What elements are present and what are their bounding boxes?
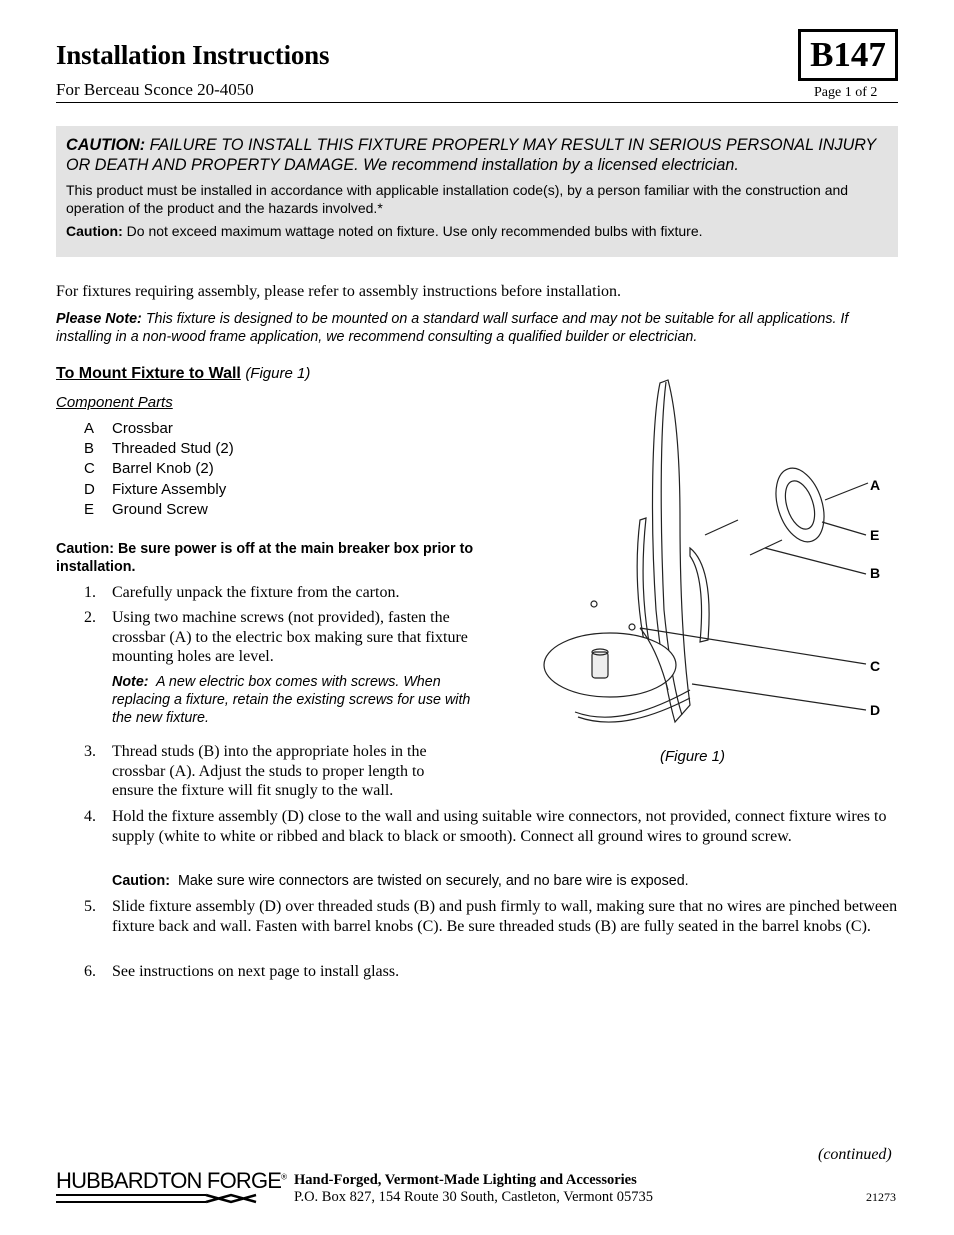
product-subtitle: For Berceau Sconce 20-4050 (56, 80, 254, 99)
logo-text: HUBBARDTON FORGE (56, 1168, 282, 1193)
step-number: 5. (84, 898, 96, 915)
step4-caution-label: Caution: (112, 873, 170, 889)
crossbar-ring (767, 462, 832, 548)
install-code-note: This product must be installed in accordance with applicable installation code(s), by a person familiar with the construction and operation of the product and the hazards involved.* (66, 182, 849, 216)
step4-caution (112, 872, 898, 890)
figure-1-diagram (520, 370, 900, 735)
figure-label-d: D (870, 702, 881, 718)
leader-line-a (825, 483, 868, 500)
footer-address: P.O. Box 827, 154 Route 30 South, Castleton, Vermont 05735 (294, 1189, 654, 1205)
wattage-caution-text: Do not exceed maximum wattage noted on fixture. Use only recommended bulbs with fixture. (126, 223, 703, 239)
figure-caption: (Figure 1) (660, 748, 726, 765)
step-number: 4. (84, 808, 96, 825)
figure-label-e: E (870, 527, 880, 543)
part-name: Ground Screw (112, 501, 208, 518)
leader-line-b (765, 548, 866, 574)
please-note-text: This fixture is designed to be mounted on a standard wall surface and may not be suitable for all applications. If installing in a non-wood frame application, we recommend consulting a qualified builder or electrician. (56, 311, 849, 345)
part-letter: E (84, 501, 95, 518)
step-text: Using two machine screws (not provided), fasten the crossbar (A) to the electric box making sure that fixture mounting holes are level. (112, 609, 468, 665)
please-note-label: Please Note: (56, 311, 142, 327)
barrel-knob (591, 601, 597, 607)
step2-note-label: Note: (112, 674, 149, 690)
right-arm (690, 548, 709, 642)
step2-note-text: A new electric box comes with screws. When replacing a fixture, retain the existing screws for use with the new fixture. (112, 674, 471, 726)
figure-label-c: C (870, 658, 881, 674)
section-heading (56, 365, 310, 383)
registered-mark: ® (281, 1172, 287, 1182)
caution-label: CAUTION: (66, 136, 146, 154)
part-name: Crossbar (112, 420, 173, 437)
part-letter: C (84, 460, 95, 477)
part-letter: B (84, 440, 95, 457)
company-logo (56, 1168, 286, 1194)
wattage-caution (66, 222, 886, 240)
part-name: Barrel Knob (2) (112, 460, 214, 477)
page-title: Installation Instructions (56, 40, 330, 70)
step4-caution-text: Make sure wire connectors are twisted on securely, and no bare wire is exposed. (177, 873, 689, 889)
part-letter: D (84, 481, 95, 498)
step-text: Slide fixture assembly (D) over threaded studs (B) and push firmly to wall, making sure that no wires are pinched between fixture back and wall. Fasten with barrel knobs (C). Be sure threaded studs (B) are fully seated in the barrel knobs (C). (112, 898, 898, 935)
caution-warning (66, 135, 886, 175)
page-number: Page 1 of 2 (814, 85, 878, 100)
barrel-knob (629, 624, 635, 630)
figure-label-b: B (870, 565, 881, 581)
part-letter: A (84, 420, 95, 437)
step-number: 6. (84, 963, 96, 980)
step-number: 1. (84, 584, 96, 601)
bulb-socket (592, 652, 608, 678)
breaker-caution: Caution: Be sure power is off at the main breaker box prior to installation. (56, 541, 474, 575)
continued-note: (continued) (818, 1146, 892, 1163)
document-number: 21273 (866, 1190, 896, 1204)
components-heading: Component Parts (56, 394, 173, 411)
footer-tagline: Hand-Forged, Vermont-Made Lighting and Accessories (294, 1172, 637, 1188)
step-number: 2. (84, 609, 96, 626)
logo-underline-mark (56, 1192, 262, 1206)
leader-line-d (692, 684, 866, 710)
part-name: Threaded Stud (2) (112, 440, 234, 457)
step-text: Thread studs (B) into the appropriate holes in the crossbar (A). Adjust the studs to proper length to ensure the fixture will fit snugly to the wall. (112, 743, 427, 799)
bowl-tray (544, 633, 676, 697)
section-figure-ref: (Figure 1) (245, 365, 311, 382)
part-name: Fixture Assembly (112, 481, 227, 498)
wattage-caution-label: Caution: (66, 223, 123, 239)
step-text: Hold the fixture assembly (D) close to the wall and using suitable wire connectors, not provided, connect fixture wires to supply (white to white or ribbed and black to black or smooth). Connect all ground wires to ground screw. (112, 808, 887, 845)
document-code: B147 (798, 29, 898, 81)
caution-text: FAILURE TO INSTALL THIS FIXTURE PROPERLY MAY RESULT IN SERIOUS PERSONAL INJURY OR DEATH AND PROPERTY DAMAGE. We recommend installation by a licensed electrician. (66, 136, 876, 174)
step-text: Carefully unpack the fixture from the carton. (112, 584, 400, 601)
threaded-stud (750, 540, 782, 555)
threaded-stud (705, 520, 738, 535)
section-title: To Mount Fixture to Wall (56, 365, 241, 382)
please-note (56, 310, 898, 346)
step-number: 3. (84, 743, 96, 760)
step2-note (112, 673, 472, 727)
step-text: See instructions on next page to install glass. (112, 963, 400, 980)
header-divider (56, 102, 898, 103)
assembly-note: For fixtures requiring assembly, please refer to assembly instructions before installation. (56, 283, 622, 300)
figure-label-a: A (870, 477, 881, 493)
leader-line-e (822, 522, 866, 535)
